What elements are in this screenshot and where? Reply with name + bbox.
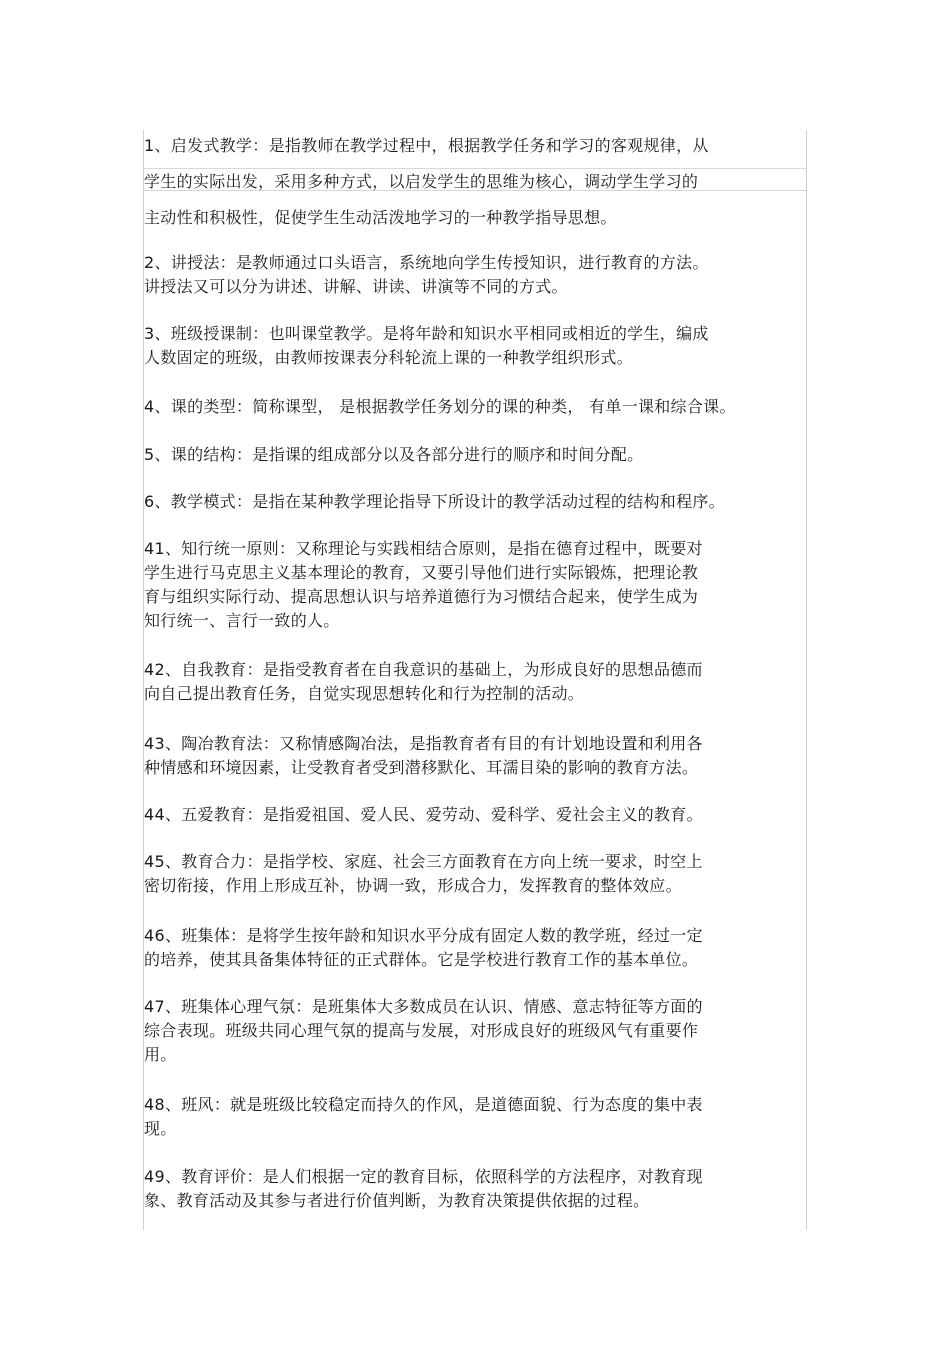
- entry-line: 现。: [144, 1119, 177, 1138]
- definition-entry: [144, 1165, 806, 1213]
- definition-entry: [144, 128, 806, 236]
- entry-line: 1、启发式教学：是指教师在教学过程中，根据教学任务和学习的客观规律，从: [144, 136, 709, 155]
- entry-line: 3、班级授课制：也叫课堂教学。是将年龄和知识水平相同或相近的学生，编成: [144, 324, 709, 343]
- entry-line: 41、知行统一原则：又称理论与实践相结合原则，是指在德育过程中，既要对: [144, 539, 703, 558]
- entry-line: 45、教育合力：是指学校、家庭、社会三方面教育在方向上统一要求，时空上: [144, 852, 703, 871]
- entry-line: 48、班风：就是班级比较稳定而持久的作风，是道德面貌、行为态度的集中表: [144, 1095, 703, 1114]
- entry-line: 人数固定的班级，由教师按课表分科轮流上课的一种教学组织形式。: [144, 348, 634, 367]
- entry-line: 知行统一、言行一致的人。: [144, 611, 340, 630]
- definition-entry: [144, 732, 806, 780]
- entry-line: 4、课的类型：简称课型， 是根据教学任务划分的课的种类， 有单一课和综合课。: [144, 397, 736, 416]
- entry-line: 主动性和积极性，促使学生生动活泼地学习的一种教学指导思想。: [144, 208, 617, 227]
- entry-line: 象、教育活动及其参与者进行价值判断，为教育决策提供依据的过程。: [144, 1191, 650, 1210]
- entry-line: 综合表现。班级共同心理气氛的提高与发展，对形成良好的班级风气有重要作: [144, 1021, 699, 1040]
- definition-entry: [144, 850, 806, 898]
- definition-entry: [144, 322, 806, 370]
- definition-entry: [144, 537, 806, 633]
- entry-line: 44、五爱教育：是指爱祖国、爱人民、爱劳动、爱科学、爱社会主义的教育。: [144, 805, 703, 824]
- definition-entry: [144, 995, 806, 1067]
- entry-line: 46、班集体：是将学生按年龄和知识水平分成有固定人数的教学班，经过一定: [144, 926, 703, 945]
- entry-line: 学生进行马克思主义基本理论的教育，又要引导他们进行实际锻炼，把理论教: [144, 563, 699, 582]
- entry-line: 47、班集体心理气氛：是班集体大多数成员在认识、情感、意志特征等方面的: [144, 997, 703, 1016]
- definition-entry: [144, 658, 806, 706]
- entry-line: 43、陶冶教育法：又称情感陶冶法，是指教育者有目的有计划地设置和利用各: [144, 734, 703, 753]
- entry-line: 育与组织实际行动、提高思想认识与培养道德行为习惯结合起来，使学生成为: [144, 587, 699, 606]
- definition-entry: [144, 251, 806, 299]
- entry-line: 42、自我教育：是指受教育者在自我意识的基础上，为形成良好的思想品德而: [144, 660, 703, 679]
- definition-entry: [144, 924, 806, 972]
- definition-entry: [144, 395, 806, 419]
- definition-entry: [144, 490, 806, 514]
- definition-entry: [144, 1093, 806, 1141]
- entry-line: 用。: [144, 1045, 177, 1064]
- entry-line: 种情感和环境因素，让受教育者受到潜移默化、耳濡目染的影响的教育方法。: [144, 758, 699, 777]
- entry-line: 学生的实际出发，采用多种方式，以启发学生的思维为核心，调动学生学习的: [144, 172, 699, 191]
- entry-line: 5、课的结构：是指课的组成部分以及各部分进行的顺序和时间分配。: [144, 445, 644, 464]
- entry-line: 讲授法又可以分为讲述、讲解、讲读、讲演等不同的方式。: [144, 277, 568, 296]
- entry-line: 的培养，使其具备集体特征的正式群体。它是学校进行教育工作的基本单位。: [144, 950, 699, 969]
- entry-line: 向自己提出教育任务，自觉实现思想转化和行为控制的活动。: [144, 684, 585, 703]
- entry-line: 2、讲授法：是教师通过口头语言，系统地向学生传授知识，进行教育的方法。: [144, 253, 709, 272]
- entry-line: 密切衔接，作用上形成互补，协调一致，形成合力，发挥教育的整体效应。: [144, 876, 682, 895]
- definition-entry: [144, 803, 806, 827]
- entry-line: 49、教育评价：是人们根据一定的教育目标，依照科学的方法程序，对教育现: [144, 1167, 703, 1186]
- definition-entry: [144, 443, 806, 467]
- right-margin-rule: [806, 130, 807, 1230]
- entry-line: 6、教学模式：是指在某种教学理论指导下所设计的教学活动过程的结构和程序。: [144, 492, 725, 511]
